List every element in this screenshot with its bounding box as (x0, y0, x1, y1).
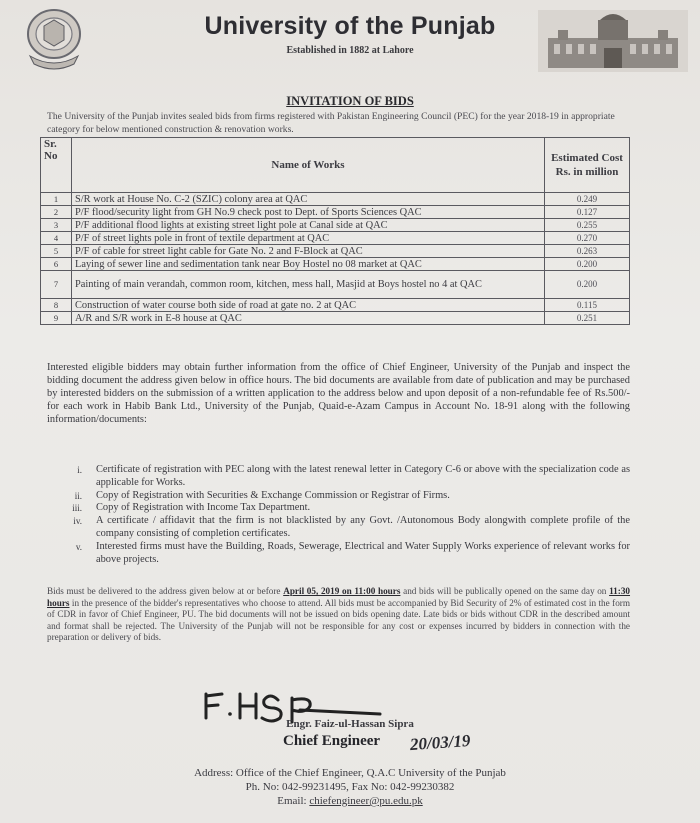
work-cost: 0.127 (545, 206, 630, 219)
list-item (60, 515, 630, 541)
list-item (60, 490, 630, 503)
work-name: S/R work at House No. C-2 (SZIC) colony area at QAC (72, 193, 545, 206)
table-row (41, 193, 630, 206)
list-numeral: iv. (73, 516, 82, 527)
row-number: 8 (41, 299, 72, 312)
work-name: Construction of water course both side of road at gate no. 2 at QAC (72, 299, 545, 312)
works-table (40, 137, 630, 325)
work-cost: 0.263 (545, 245, 630, 258)
list-item (60, 502, 630, 515)
work-cost: 0.270 (545, 232, 630, 245)
list-item (60, 541, 630, 567)
row-number: 3 (41, 219, 72, 232)
table-row (41, 258, 630, 271)
list-numeral: i. (77, 465, 82, 475)
established-line: Established in 1882 at Lahore (286, 45, 414, 56)
handwritten-date: 20/03/19 (409, 730, 472, 755)
work-name: Laying of sewer line and sedimentation tank near Boy Hostel no 08 market at QAC (72, 258, 545, 271)
work-cost: 0.200 (545, 271, 630, 299)
table-row (41, 245, 630, 258)
signer-role: Chief Engineer (283, 733, 381, 749)
university-name: University of the Punjab (204, 12, 496, 40)
list-text: A certificate / affidavit that the firm is not blacklisted by any Govt. /Autonomous Body alongwith complete profile of the company consisting of completion certificates. (96, 515, 630, 539)
documents-list (60, 464, 630, 566)
work-name: A/R and S/R work in E-8 house at QAC (72, 312, 545, 325)
work-cost: 0.249 (545, 193, 630, 206)
row-number: 6 (41, 258, 72, 271)
work-cost: 0.200 (545, 258, 630, 271)
intro-paragraph: The University of the Punjab invites sealed bids from firms registered with Pakistan Engineering Council (PEC) for the year 2018-19 in appropriate category for below mentioned construction & renovation works. (47, 111, 615, 135)
list-numeral: v. (75, 541, 82, 552)
work-name: P/F flood/security light from GH No.9 check post to Dept. of Sports Sciences QAC (72, 206, 545, 219)
row-number: 9 (41, 312, 72, 325)
work-name: P/F additional flood lights at existing street light pole at Canal side at QAC (72, 219, 545, 232)
row-number: 4 (41, 232, 72, 245)
notice-title: INVITATION OF BIDS (286, 94, 414, 108)
opening-time-text: 11:30 hours (47, 586, 631, 608)
table-row (41, 271, 630, 299)
work-name: P/F of cable for street light cable for Gate No. 2 and F-Block at QAC (72, 245, 545, 258)
work-name: P/F of street lights pole in front of textile department at QAC (72, 232, 545, 245)
table-row (41, 299, 630, 312)
email-link[interactable]: chiefengineer@pu.edu.pk (309, 795, 423, 807)
list-item (60, 464, 630, 490)
col-cost-header: Estimated Cost Rs. in million (545, 138, 630, 193)
list-numeral: ii. (74, 490, 82, 501)
row-number: 5 (41, 245, 72, 258)
col-name-header: Name of Works (72, 138, 545, 193)
terms-text-1: Bids must be delivered to the address given below at or before (47, 586, 284, 596)
work-cost: 0.251 (545, 312, 630, 325)
table-row (41, 232, 630, 245)
email-label: Email: (277, 795, 310, 807)
phone-line: Ph. No: 042-99231495, Fax No: 042-99230382 (245, 781, 455, 793)
work-cost: 0.255 (545, 219, 630, 232)
deadline-text: April 05, 2019 on 11:00 hours (283, 586, 401, 596)
row-number: 1 (41, 193, 72, 206)
list-numeral: iii. (72, 503, 82, 514)
col-sr-header: Sr. No (41, 138, 72, 193)
list-text: Copy of Registration with Securities & Exchange Commission or Registrar of Firms. (96, 489, 450, 501)
row-number: 2 (41, 206, 72, 219)
contact-block (0, 766, 700, 808)
list-text: Certificate of registration with PEC along with the latest renewal letter in Category C-6 or above with the specialization code as applicable for Works. (96, 464, 630, 488)
table-row (41, 206, 630, 219)
list-text: Copy of Registration with Income Tax Department. (96, 502, 311, 514)
table-row (41, 312, 630, 325)
email-line (0, 794, 700, 808)
work-name: Painting of main verandah, common room, kitchen, mess hall, Masjid at Boys hostel no 4 at QAC (72, 271, 545, 299)
terms-paragraph (47, 586, 630, 644)
address-line: Address: Office of the Chief Engineer, Q.A.C University of the Punjab (194, 767, 506, 779)
terms-text-2: and bids will be publically opened on the same day on (400, 586, 610, 596)
list-text: Interested firms must have the Building, Roads, Sewerage, Electrical and Water Supply Works experience of relevant works for above projects. (96, 540, 630, 565)
signer-name: Engr. Faiz-ul-Hassan Sipra (286, 718, 414, 730)
work-cost: 0.115 (545, 299, 630, 312)
terms-text-3: in the presence of the bidder's representatives who choose to attend. All bids must be accompanied by Bid Security of 2% of estimated cost in the form of CDR in favor of Chief Engineer, PU. The bid documents will not be issued on bids opening date. Late bids or bids without CDR in the described amount and format shall be rejected. The University of the Punjab will not be responsible for any cost or expenses incurred by bidders in connection with the preparation or delivery of bids. (47, 597, 630, 643)
row-number: 7 (41, 271, 72, 299)
instructions-paragraph: Interested eligible bidders may obtain further information from the office of Chief Engineer, University of the Punjab and inspect the bidding document the address given below in office hours. The bid documents are available from date of publication and may be purchased by interested bidders on the submission of a written application to the address below and upon deposit of a non-refundable fee of Rs.500/- for each work in Habib Bank Ltd., University of the Punjab, Quaid-e-Azam Campus in Account No. 18-91 along with the following information/documents: (47, 362, 630, 425)
table-row (41, 219, 630, 232)
